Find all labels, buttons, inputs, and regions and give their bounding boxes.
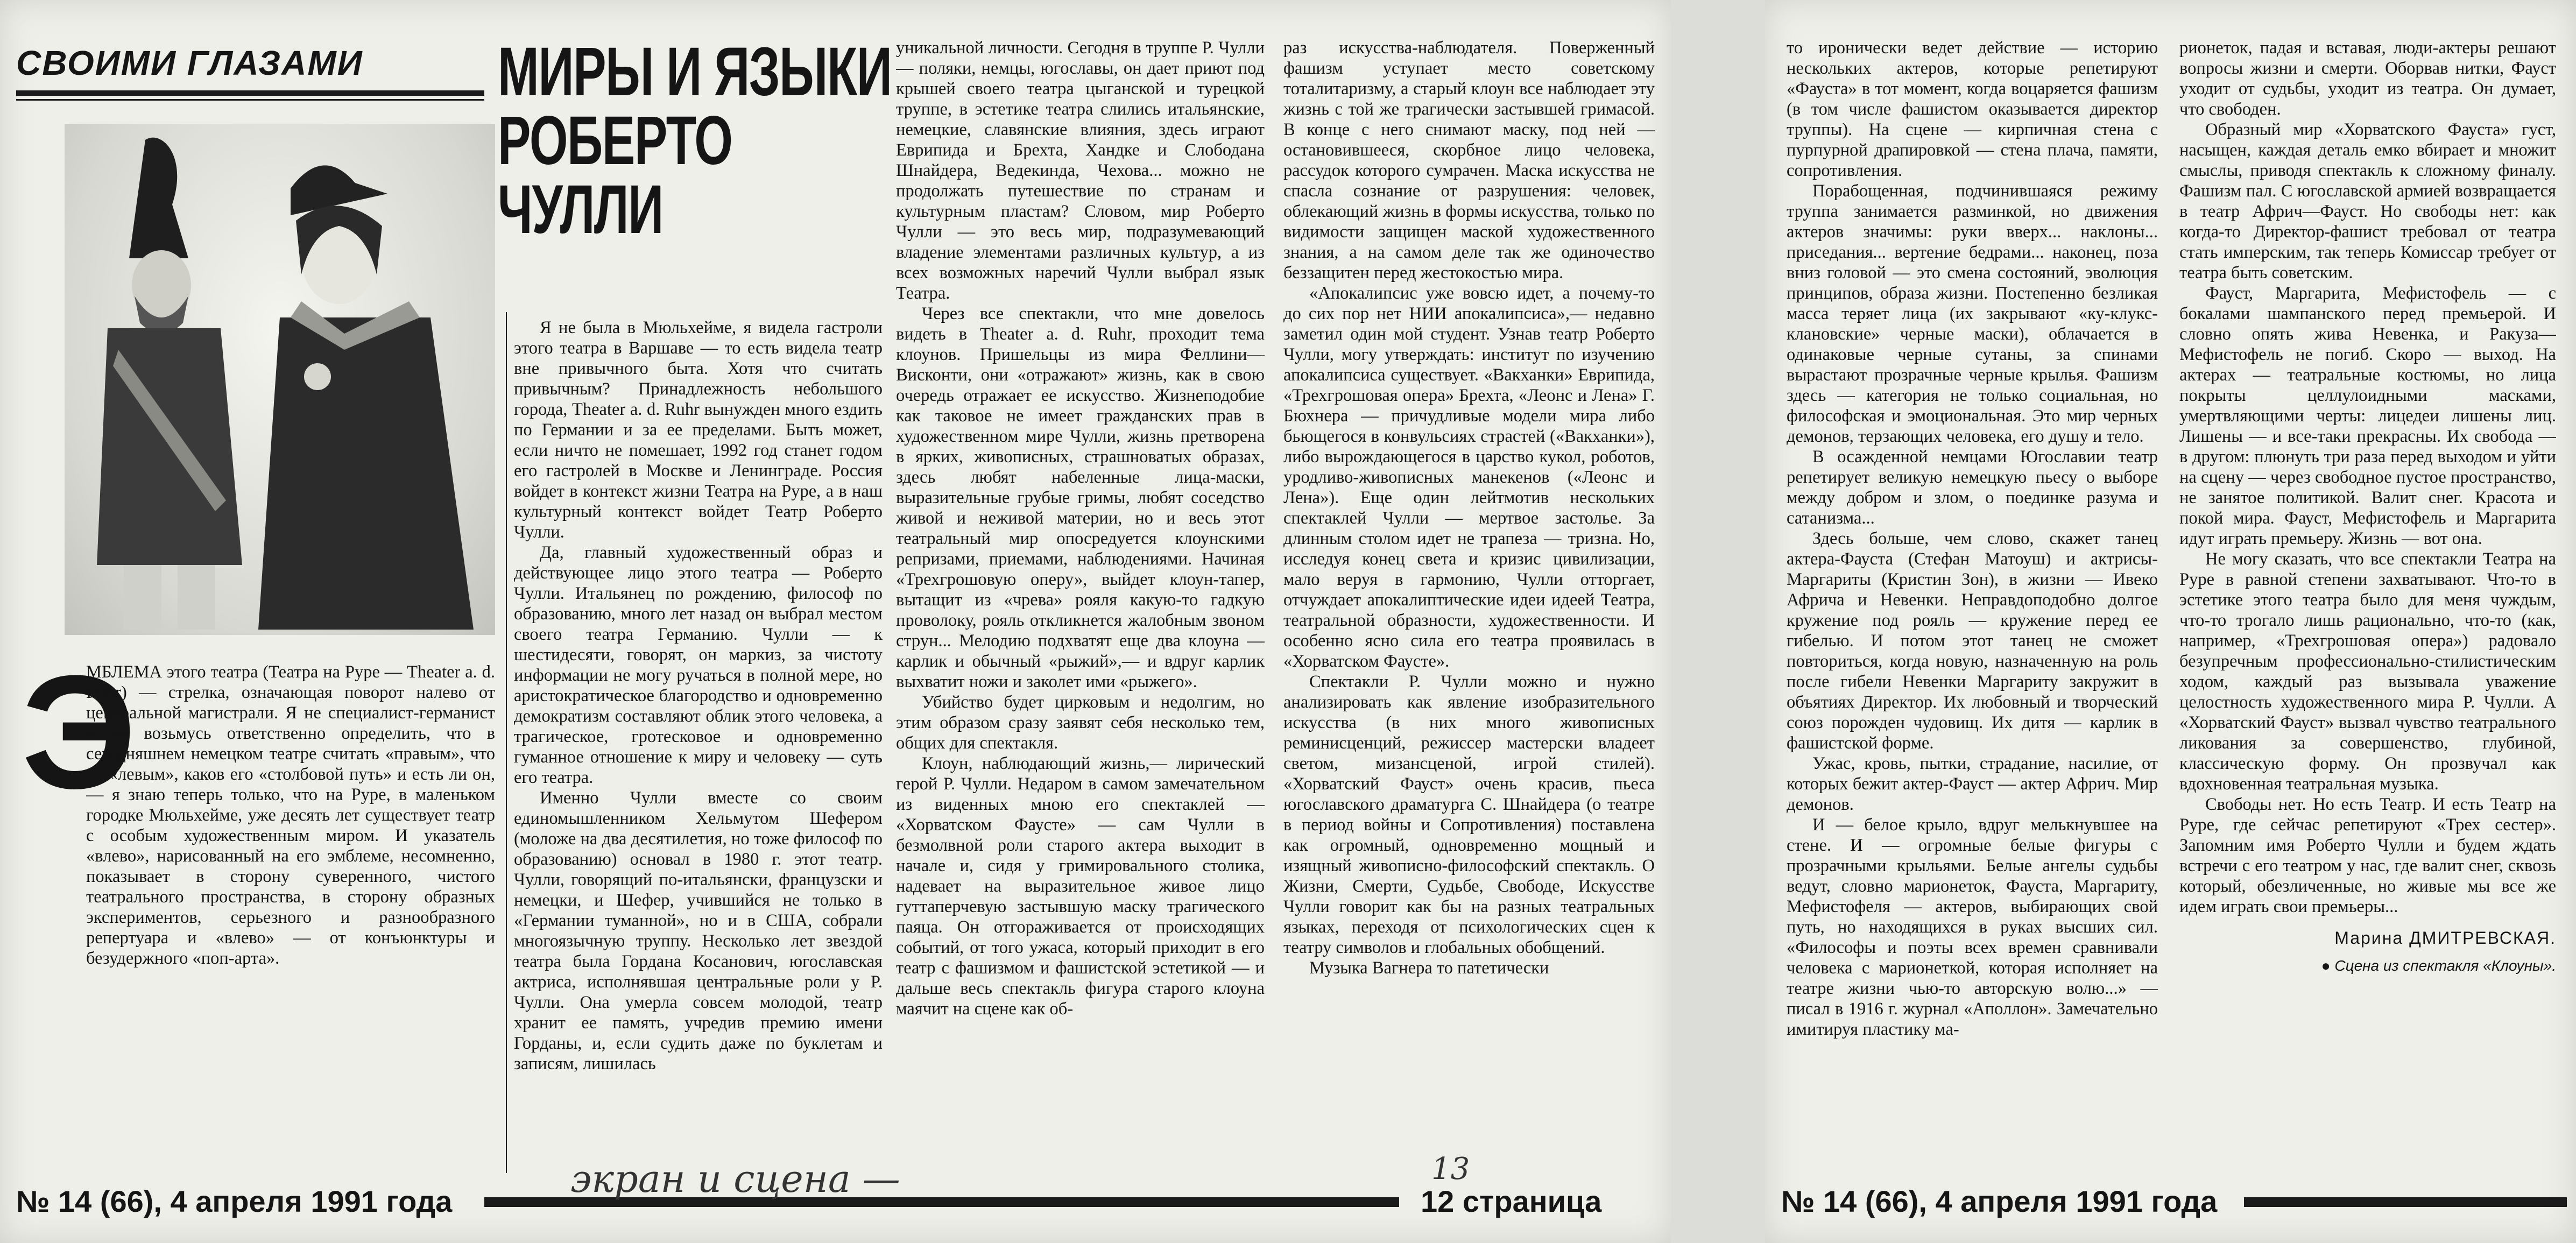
- photo-clowns: [65, 124, 495, 635]
- col3-paragraph-3: Убийство будет цирковым и недолгим, но этим образом сразу заявят себя несколько тем, общих для спектакля.: [896, 693, 1265, 753]
- article-column-3: [896, 38, 1265, 1168]
- article-headline: [498, 33, 892, 248]
- column-rule-1: [506, 312, 507, 1173]
- article-column-5: [1787, 38, 2158, 1168]
- article-column-1: [86, 662, 495, 1168]
- footer-bar-right: [2244, 1197, 2567, 1207]
- photo-figure-left-hat: [129, 138, 188, 258]
- author-signature: Марина ДМИТРЕВСКАЯ.: [2334, 928, 2556, 948]
- photo-figure-right-body: [258, 317, 474, 630]
- photo-figure-right-hand: [304, 363, 331, 390]
- photo-figure-left-leg-1: [124, 565, 161, 630]
- col4-paragraph-3: Спектакли Р. Чулли можно и нужно анализировать как явление изобразительного искусства (в них много живописных реминисценций, режиссер мастерски владеет светом, мизансценой, игрой стилей). «Хорватский Фауст» очень красив, пьеса югославского драматурга С. Шнайдера (о театре в период войны и Сопротивления) поставлена как огромный, одновременно мощный и изящный живописно-философский спектакль. О Жизни, Смерти, Судьбе, Свободе, Искусстве Чулли говорит как бы на разных театральных языках, переходя от психологических сцен к театру символов и глобальных обобщений.: [1283, 672, 1655, 957]
- col2-paragraph-2: Да, главный художественный образ и действующее лицо этого театра — Роберто Чулли. Итальянец по рождению, философ по образованию, много лет назад он выбрал местом своего театра Германию. Чулли — к шестидесяти, говорят, он маркиз, за чистоту информации не могу ручаться в полной мере, но аристократическое благородство и одновременно демократизм составляют облик этого человека, а трагическое, гротесковое и одновременно гуманное отношение к миру и человеку — суть его театра.: [514, 543, 883, 787]
- col6-paragraph-5: Свободы нет. Но есть Театр. И есть Театр на Руре, где сейчас репетируют «Трех сестер». Запомним имя Роберто Чулли и будем ждать встречи с его театром у нас, где валит снег, сквозь который, обезличенные, но живые мы все же идем играть свои премьеры...: [2179, 795, 2556, 916]
- footer-issue-left: № 14 (66), 4 апреля 1991 года: [16, 1184, 453, 1218]
- footer-issue-right: № 14 (66), 4 апреля 1991 года: [1781, 1184, 2218, 1218]
- newspaper-page-right: [1765, 0, 2576, 1243]
- article-column-2: [514, 317, 883, 1168]
- col5-paragraph-5: Ужас, кровь, пытки, страдание, насилие, от которых бежит актер-Фауст — актер Африч. Мир демонов.: [1787, 754, 2158, 814]
- col5-paragraph-1: то иронически ведет действие — историю нескольких актеров, которые репетируют «Фауста» в тот момент, когда воцаряется фашизм (в том числе фашистом оказывается директор труппы). На сцене — кирпичная стена с пурпурной драпировкой — стена плача, памяти, сопротивления.: [1787, 38, 2158, 180]
- dropcap-letter: Э: [22, 641, 137, 822]
- col6-paragraph-3: Фауст, Маргарита, Мефистофель — с бокалами шампанского перед премьерой. И словно опять жива Невенка, и Ракуза—Мефистофель не погиб. Скоро — выход. На актерах — театральные костюмы, но лица покрыты целлулоидными масками, умертвляющими черты: лицедеи лишены лиц. Лишены — и все-таки прекрасны. Их свобода — в другом: плюнуть три раза перед выходом и уйти на сцену — через свободное пустое пространство, не занятое политикой. Валит снег. Красота и покой мира. Фауст, Мефистофель и Маргарита идут играть премьеру. Жизнь — вот она.: [2179, 284, 2556, 548]
- article-column-4: [1283, 38, 1655, 1168]
- col4-paragraph-4: Музыка Вагнера то патетически: [1309, 958, 1549, 978]
- col2-paragraph-3: Именно Чулли вместе со своим единомышленником Хельмутом Шефером (моложе на два десятилетия, но тоже философ по образованию) основал в 1980 г. этот театр. Чулли, говорящий по-итальянски, французски и немецки, и Шефер, учившийся не только в «Германии туманной», но и в США, собрали многоязычную труппу. Несколько лет звездой театра была Гордана Косанович, югославская актриса, исполнявшая центральные роли у Р. Чулли. Она умерла совсем молодой, театр хранит ее память, учредив премию имени Горданы, и, если судить даже по буклетам и записям, лишилась: [514, 788, 883, 1074]
- photo-caption: ● Сцена из спектакля «Клоуны».: [2321, 957, 2556, 974]
- headline-line-1: МИРЫ И ЯЗЫКИ: [498, 33, 892, 110]
- handwritten-number: 13: [1431, 1152, 1470, 1186]
- col6-paragraph-2: Образный мир «Хорватского Фауста» густ, насыщен, каждая деталь емко вбирает и множит смыслы, приводя спектакль к сложному финалу. Фашизм пал. С югославской армией возвращается в театр Африч—Фауст. Но свободы нет: как когда-то Директор-фашист требовал от театра стать имперским, так теперь Комиссар требует от театра быть советским.: [2179, 120, 2556, 282]
- headline-line-3: ЧУЛЛИ: [498, 171, 663, 248]
- headline-line-2: РОБЕРТО: [498, 102, 732, 179]
- rubric-rule-thin: [16, 99, 484, 101]
- col5-paragraph-6: И — белое крыло, вдруг мелькнувшее на стене. И — огромные белые фигуры с прозрачными крыльями. Белые ангелы судьбы ведут, словно марионеток, Фауста, Маргариту, Мефистофеля — актеров, выбирающих свой путь, но находящихся в руках высших сил. «Философы и поэты всех времен сравнивали человека с марионеткой, которая исполняет на театре жизни чью-то авторскую волю...» — писал в 1916 г. журнал «Аполлон». Замечательно имитируя пластику ма-: [1787, 815, 2158, 1039]
- col2-paragraph-1: Я не была в Мюльхейме, я видела гастроли этого театра в Варшаве — то есть видела театр вне привычного быта. Хотя что считать привычным? Принадлежность небольшого города, Theater a. d. Ruhr вынужден много ездить по Германии и за ее пределами. Быть может, если ничто не помешает, 1992 год станет годом его гастролей в Москве и Ленинграде. Россия войдет в контекст жизни Театра на Руре, а в наш культурный контекст войдет Театр Роберто Чулли.: [514, 318, 883, 542]
- footer-page-number: 12 страница: [1421, 1184, 1602, 1218]
- col3-paragraph-1: уникальной личности. Сегодня в труппе Р. Чулли — поляки, немцы, югославы, он дает приют под крышей своего театра цыганской и турецкой труппе, в эстетике театра слились итальянские, немецкие, славянские влияния, здесь играют Еврипида и Брехта, Хандке и Слободана Шнайдера, Ведекинда, Чехова... можно не продолжать путешествие по странам и культурным пластам? Словом, мир Роберто Чулли — это весь мир, подразумевающий владение элементами различных культур, а из всех возможных наречий Чулли выбрал язык Театра.: [896, 38, 1265, 303]
- col1-paragraph-1: МБЛЕМА этого театра (Театра на Руре — Theater a. d. Ruhr) — стрелка, означающая поворот налево от центральной магистрали. Я не специалист-германист и не возьмусь ответственно определить, что в сегодняшнем немецком театре считать «правым», что — «левым», каков его «столбовой путь» и есть ли он,— я знаю теперь только, что на Руре, в маленьком городке Мюльхейме, уже десять лет существует театр с особым художественным миром. И указатель «влево», нарисованный на его эмблеме, несомненно, показывает в сторону суверенного, чистого театрального пространства, в сторону образных экспериментов, серьезного и разнообразного репертуара и «влево» — от конъюнктуры и безудержного «поп-арта».: [86, 662, 495, 968]
- col6-paragraph-1: рионеток, падая и вставая, люди-актеры решают вопросы жизни и смерти. Оборвав нитки, Фауст уходит от судьбы, уходит из театра. Он думает, что свободен.: [2179, 38, 2556, 119]
- col4-paragraph-1: раз искусства-наблюдателя. Поверженный фашизм уступает место советскому тоталитаризму, а старый клоун все наблюдает эту жизнь с той же трагически застывшей гримасой. В конце с него снимают маску, под ней — остановившееся, скорбное лицо человека, рассудок которого сумрачен. Маска искусства не спасла сознание от разрушения: человек, облекающий жизнь в формы искусства, только по видимости защищен маской художественного знания, а на самом деле так же одиночество беззащитен перед жестокостью мира.: [1283, 38, 1655, 282]
- col6-paragraph-4: Не могу сказать, что все спектакли Театра на Руре в равной степени захватывают. Что-то в эстетике этого театра было для меня чуждым, что-то трогало лишь рационально, что-то (как, например, «Трехгрошовая опера») радовало безупречным профессионально-стилистическим ходом, каждый раз вызывала уважение целостность художественного мира Р. Чулли. А «Хорватский Фауст» вызвал чувство театрального ликования за совершенство, глубиной, классическую форму. Он прозвучал как вдохновенная театральная музыка.: [2179, 549, 2556, 794]
- handwritten-title: экран и сцена —: [570, 1157, 900, 1201]
- col5-paragraph-4: Здесь больше, чем слово, скажет танец актера-Фауста (Стефан Матоуш) и актрисы-Маргариты (Кристин Зон), в жизни — Ивеко Африча и Невенки. Неправдоподобно долгое кружение под рояль — кружение перед ее гибелью. И потом этот танец не сможет повториться, когда новую, назначенную на роль после гибели Невенки Маргариту закружит в объятиях Директор. Их любовный и творческий союз порожден чудовищ. Их дитя — карлик в фашистской форме.: [1787, 529, 2158, 753]
- col5-paragraph-2: Порабощенная, подчинившаяся режиму труппа занимается разминкой, но движения актеров значимы: руки вверх... наклоны... приседания... вертение бедрами... наконец, поза вниз головой — это смена состояний, эволюция принципов, образа жизни. Постепенно безликая масса теряет лица (их закрывают «ку-клукс-клановские» черные маски), облачается в одинаковые черные сутаны, за спинами вырастают прозрачные черные крылья. Фашизм здесь — категория не только социальная, но философская и эмоциональная. Это мир черных демонов, терзающих человека, его душу и тело.: [1787, 181, 2158, 446]
- section-rubric: СВОИМИ ГЛАЗАМИ: [16, 44, 363, 82]
- col4-paragraph-2: «Апокалипсис уже вовсю идет, а почему-то до сих пор нет НИИ апокалипсиса»,— недавно заметил один мой студент. Узнав театр Роберто Чулли, могу утверждать: институт по изучению апокалипсиса существует. «Вакханки» Еврипида, «Трехгрошовая опера» Брехта, «Леонс и Лена» Г. Бюхнера — причудливые модели мира либо бьющегося в конвульсиях страстей («Вакханки»), либо вырождающегося в царство кукол, роботов, уродливо-живописных манекенов («Леонс и Лена»). Еще один лейтмотив нескольких спектаклей Чулли — мертвое застолье. За длинным столом идет не трапеза — тризна. Но, исследуя конец света и кризис цивилизации, мало веруя в гармонию, Чулли отторгает, отчуждает апокалиптические идеи идеей Театра, театральной образности, художественности. И особенно ясно сила его театра проявилась в «Хорватском Фаусте».: [1283, 284, 1655, 671]
- rubric-rule: [16, 90, 484, 96]
- article-column-6: [2179, 38, 2556, 1168]
- col5-paragraph-3: В осажденной немцами Югославии театр репетирует великую немецкую пьесу о выборе между добром и злом, о поединке разума и сатанизма...: [1787, 447, 2158, 528]
- photo-figure-left-leg-2: [178, 565, 215, 630]
- col3-paragraph-2: Через все спектакли, что мне довелось видеть в Theater a. d. Ruhr, проходит тема клоунов. Пришельцы из мира Феллини—Висконти, они «отражают» жизнь, как в свою очередь отражает ее искусство. Жизнеподобие как таковое не имеет гражданских прав в художественном мире Чулли, жизнь претворена в ярких, живописных, страшноватых образах, здесь любят набеленные лица-маски, выразительные грубые гримы, любят соседство живой и неживой материи, но и весь этот театральный мир опосредуется клоунскими репризами, приемами, наблюдениями. Начиная «Трехгрошовую оперу», выйдет клоун-тапер, вытащит из «чрева» рояля какую-то гадкую проволоку, рояль откликнется жалобным звоном струн... Мелодию подхватят еще два клоуна — карлик и обычный «рыжий»,— и вдруг карлик выхватит ножи и заколет ими «рыжего».: [896, 304, 1265, 691]
- col3-paragraph-4: Клоун, наблюдающий жизнь,— лирический герой Р. Чулли. Недаром в самом замечательном из виденных мною его спектаклей — «Хорватском Фаусте» — сам Чулли в безмолвной роли старого актера выходит в начале и, сидя у гримировального столика, надевает на выразительное живое лицо гуттаперчевую застывшую маску трагического паяца. Он отгораживается от происходящих событий, от того ужаса, который приходит в его театр с фашизмом и фашистской эстетикой — и дальше весь спектакль фигура старого клоуна маячит на сцене как об-: [896, 754, 1265, 1019]
